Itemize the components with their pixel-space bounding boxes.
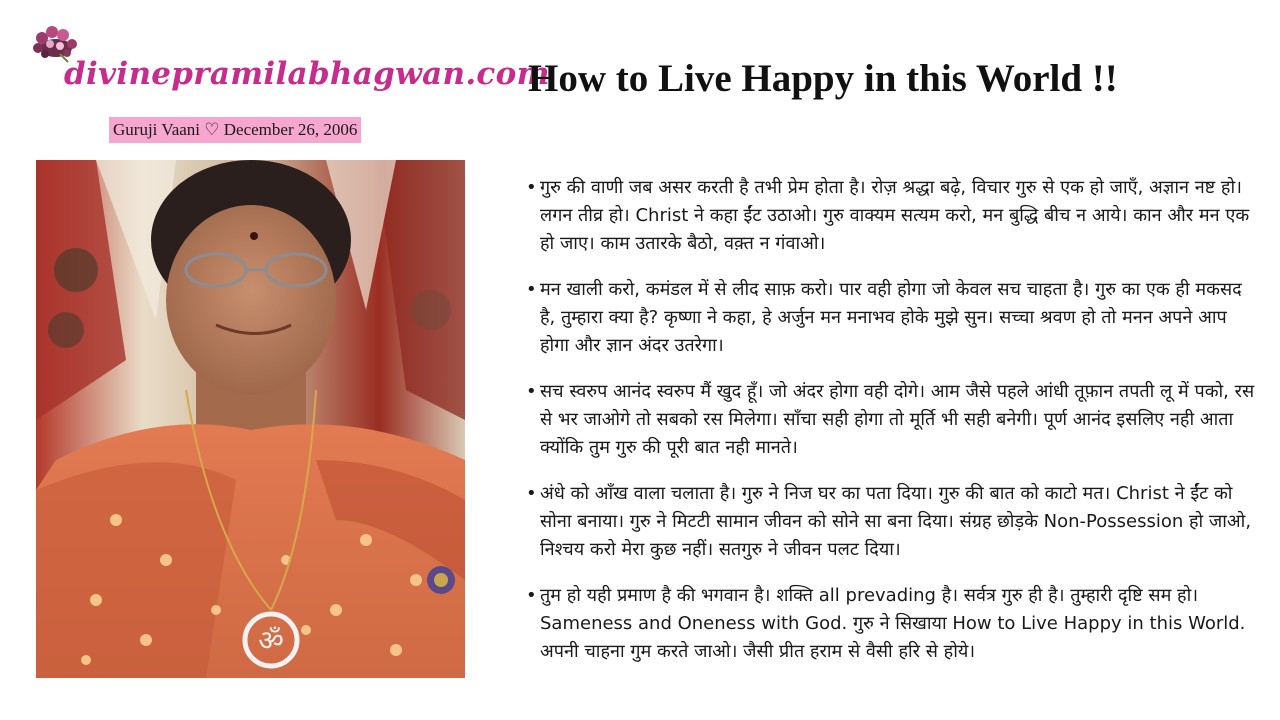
page-title: How to Live Happy in this World !! bbox=[528, 57, 1118, 100]
list-item bbox=[526, 582, 1256, 666]
list-item bbox=[526, 480, 1256, 564]
bullet-text: मन खाली करो, कमंडल में से लीद साफ़ करो। पार वही होगा जो केवल सच चाहता है। गुरु का एक ही मकसद है, तुम्हारा क्या है? कृष्णा ने कहा, हे अर्जुन मन मनाभव होके मुझे सुन। सच्चा श्रवण हो तो मनन अपने आप होगा और ज्ञान अंदर उतरेगा। bbox=[540, 279, 1242, 356]
bullet-dot-icon: • bbox=[526, 279, 537, 300]
vaani-bullet-list bbox=[526, 174, 1256, 684]
list-item bbox=[526, 378, 1256, 462]
site-name[interactable]: divinepramilabhagwan.com bbox=[64, 56, 550, 92]
bullet-text: गुरु की वाणी जब असर करती है तभी प्रेम होता है। रोज़ श्रद्धा बढ़े, विचार गुरु से एक हो जाएँ, अज्ञान नष्ट हो। लगन तीव्र हो। Christ ने कहा ईंट उठाओ। गुरु वाक्यम सत्यम करो, मन बुद्धि बीच न आये। कान और मन एक हो जाए। काम उतारके बैठो, वक़्त न गंवाओ। bbox=[540, 177, 1250, 254]
bullet-text: सच स्वरुप आनंद स्वरुप मैं खुद हूँ। जो अंदर होगा वही दोगे। आम जैसे पहले आंधी तूफ़ान तपती लू में पको, रस से भर जाओगे तो सबको रस मिलेगा। साँचा सही होगा तो मूर्ति भी सही बनेगी। पूर्ण आनंद इसलिए नही आता क्योंकि तुम गुरु की पूरी बात नही मानते। bbox=[540, 381, 1255, 458]
list-item bbox=[526, 276, 1256, 360]
date-badge: Guruji Vaani ♡ December 26, 2006 bbox=[109, 117, 361, 143]
bullet-text: तुम हो यही प्रमाण है की भगवान है। शक्ति all prevading है। सर्वत्र गुरु ही है। तुम्हारी दृष्टि सम हो। Sameness and Oneness with God. गुरु ने सिखाया How to Live Happy in this World. अपनी चाहना गुम करते जाओ। जैसी प्रीत हराम से वैसी हरि से होये। bbox=[540, 585, 1246, 662]
bullet-dot-icon: • bbox=[526, 483, 537, 504]
bullet-dot-icon: • bbox=[526, 381, 537, 402]
guruji-portrait-photo bbox=[36, 160, 465, 678]
bullet-dot-icon: • bbox=[526, 585, 537, 606]
bullet-dot-icon: • bbox=[526, 177, 537, 198]
svg-text:ॐ: ॐ bbox=[258, 624, 284, 657]
list-item bbox=[526, 174, 1256, 258]
bullet-text: अंधे को आँख वाला चलाता है। गुरु ने निज घर का पता दिया। गुरु की बात को काटो मत। Christ ने ईंट को सोना बनाया। गुरु ने मिटटी सामान जीवन को सोने सा बना दिया। संग्रह छोड़के Non-Possession हो जाओ, निश्चय करो मेरा कुछ नहीं। सतगुरु ने जीवन पलट दिया। bbox=[540, 483, 1252, 560]
